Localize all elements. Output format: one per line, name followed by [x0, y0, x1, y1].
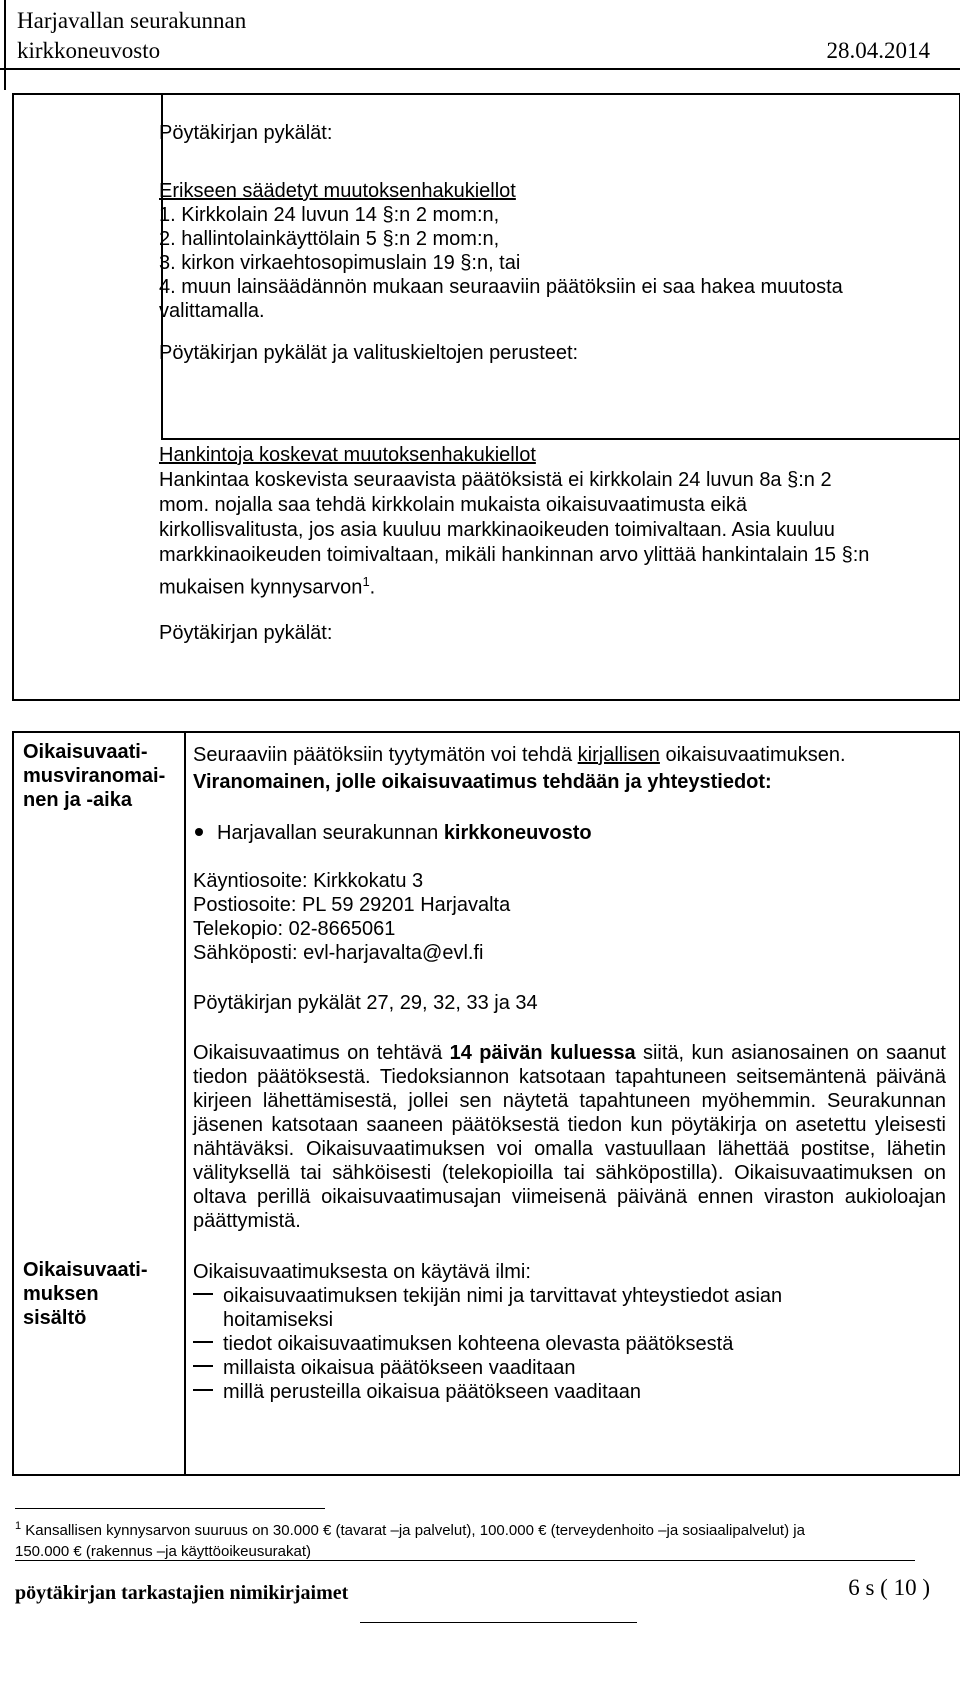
appeal-deadline-text — [193, 1041, 946, 1233]
restrictions-heading: Erikseen säädetyt muutoksenhakukiellot — [159, 180, 516, 202]
label-line: muksen — [23, 1283, 99, 1305]
header-left-rule — [4, 0, 6, 90]
header-organization: Harjavallan seurakunnan — [17, 8, 247, 33]
contact-visit: Käyntiosoite: Kirkkokatu 3 — [193, 870, 424, 892]
restriction-item-2: 2. hallintolainkäyttölain 5 §:n 2 mom:n, — [159, 228, 500, 250]
deadline-bold: 14 päivän kuluessa — [449, 1042, 636, 1064]
procurement-threshold-text: mukaisen kynnysarvon — [159, 576, 363, 599]
appeal-intro-underlined: kirjallisen — [577, 744, 660, 766]
deadline-a: Oikaisuvaatimus on tehtävä — [193, 1042, 450, 1064]
footer-initials-label: pöytäkirjan tarkastajien nimikirjaimet — [15, 1582, 349, 1604]
label-line: nen ja -aika — [23, 789, 132, 811]
page-number: 6 s ( 10 ) — [848, 1575, 930, 1600]
restrictions-box — [12, 93, 960, 701]
pykalat-label-1: Pöytäkirjan pykälät: — [159, 122, 333, 144]
content-item-4 — [193, 1380, 641, 1405]
label-line: Oikaisuvaati- — [23, 1259, 148, 1281]
restriction-item-4-cont: valittamalla. — [159, 300, 265, 322]
content-item-text: tiedot oikaisuvaatimuksen kohteena olevasta päätöksestä — [223, 1333, 734, 1355]
authority-name-b: kirkkoneuvosto — [443, 822, 592, 844]
appeal-intro-a: Seuraaviin päätöksiin tyytymätön voi tehdä — [193, 744, 578, 766]
header-rule — [0, 68, 960, 70]
signature-line — [360, 1622, 637, 1623]
label-line: Oikaisuvaati- — [23, 741, 148, 763]
bullet-icon — [195, 828, 203, 836]
procurement-line-4: markkinaoikeuden toimivaltaan, mikäli hankinnan arvo ylittää hankintalain 15 §:n — [159, 544, 870, 566]
footnote-text-1: Kansallisen kynnysarvon suuruus on 30.000 € (tavarat –ja palvelut), 100.000 € (terveydenhoito –ja sosiaalipalvelut) ja — [21, 1522, 805, 1539]
footnote-bottom-rule — [15, 1560, 915, 1561]
appeal-authority-label — [23, 740, 173, 812]
content-item-text: millä perusteilla oikaisua päätökseen vaaditaan — [223, 1381, 642, 1403]
contact-email: Sähköposti: evl-harjavalta@evl.fi — [193, 942, 484, 964]
content-item-2 — [193, 1332, 733, 1357]
procurement-end: . — [369, 576, 376, 599]
footnote-ref: 1 — [362, 574, 370, 589]
restriction-item-3: 3. kirkon virkaehtosopimuslain 19 §:n, tai — [159, 252, 521, 274]
dash-icon — [193, 1293, 213, 1295]
content-item-text: millaista oikaisua päätökseen vaaditaan — [223, 1357, 576, 1379]
procurement-line-2: mom. nojalla saa tehdä kirkkolain mukaista oikaisuvaatimusta eikä — [159, 494, 748, 516]
authority-name-a: Harjavallan seurakunnan — [217, 822, 444, 844]
dash-icon — [193, 1341, 213, 1343]
content-item-1-cont: hoitamiseksi — [223, 1309, 334, 1331]
grounds-label: Pöytäkirjan pykälät ja valituskieltojen perusteet: — [159, 342, 579, 364]
dash-icon — [193, 1365, 213, 1367]
footnote-rule — [15, 1508, 325, 1509]
content-item-3 — [193, 1356, 575, 1381]
label-line: musviranomai- — [23, 765, 166, 787]
dash-icon — [193, 1389, 213, 1391]
authority-heading: Viranomainen, jolle oikaisuvaatimus tehdään ja yhteystiedot: — [193, 771, 772, 793]
box2-divider — [184, 731, 186, 1476]
content-intro: Oikaisuvaatimuksesta on käytävä ilmi: — [193, 1261, 531, 1283]
footnote — [15, 1516, 940, 1562]
appeal-pykalat: Pöytäkirjan pykälät 27, 29, 32, 33 ja 34 — [193, 992, 538, 1014]
authority-bullet — [195, 821, 592, 846]
restriction-item-4: 4. muun lainsäädännön mukaan seuraaviin päätöksiin ei saa hakea muutosta — [159, 276, 843, 298]
content-item-text: oikaisuvaatimuksen tekijän nimi ja tarvittavat yhteystiedot asian — [223, 1285, 783, 1307]
header-date: 28.04.2014 — [826, 38, 930, 63]
contact-post: Postiosoite: PL 59 29201 Harjavalta — [193, 894, 511, 916]
box1-hrule — [161, 438, 960, 440]
header-body: kirkkoneuvosto — [17, 38, 161, 63]
appeal-intro-b: oikaisuvaatimuksen. — [659, 744, 846, 766]
content-item-1 — [193, 1284, 782, 1309]
label-line: sisältö — [23, 1307, 87, 1329]
appeal-content-label — [23, 1258, 173, 1330]
deadline-c: siitä, kun asianosainen on saanut tiedon päätöksestä. Tiedoksiannon katsotaan tapahtuneen seitsemäntenä päivänä kirjeen lähettämisestä, jollei sen näytetä tapahtuneen myöhemmin. Seurakunnan jäsenen katsotaan saaneen päätöksestä tiedon kun pöytäkirja on asetettu yleisesti nähtäväksi. Oikaisuvaatimuksen voi omalla vastuullaan lähettää postitse, lähetin välityksellä tai sähköisesti (telekopioilla tai sähköpostilla). Oikaisuvaatimuksen on oltava perillä oikaisuvaatimusajan viimeisenä päivänä ennen viraston aukioloajan päättymistä. — [193, 1042, 946, 1232]
appeal-box — [12, 731, 960, 1476]
procurement-line-3: kirkollisvalitusta, jos asia kuuluu markkinaoikeuden toimivaltaan. Asia kuuluu — [159, 519, 835, 541]
footnote-number: 1 — [15, 1520, 22, 1532]
pykalat-label-2: Pöytäkirjan pykälät: — [159, 622, 333, 644]
page-header — [0, 0, 960, 90]
restriction-item-1: 1. Kirkkolain 24 luvun 14 §:n 2 mom:n, — [159, 204, 500, 226]
procurement-heading: Hankintoja koskevat muutoksenhakukiellot — [159, 444, 536, 466]
procurement-line-5 — [159, 569, 375, 601]
footnote-line-2: 150.000 € (rakennus –ja käyttöoikeusurakat) — [15, 1543, 312, 1560]
appeal-intro — [193, 743, 846, 768]
footnote-line-1 — [15, 1516, 940, 1541]
procurement-line-1: Hankintaa koskevista seuraavista päätöksistä ei kirkkolain 24 luvun 8a §:n 2 — [159, 469, 832, 491]
contact-fax: Telekopio: 02-8665061 — [193, 918, 396, 940]
